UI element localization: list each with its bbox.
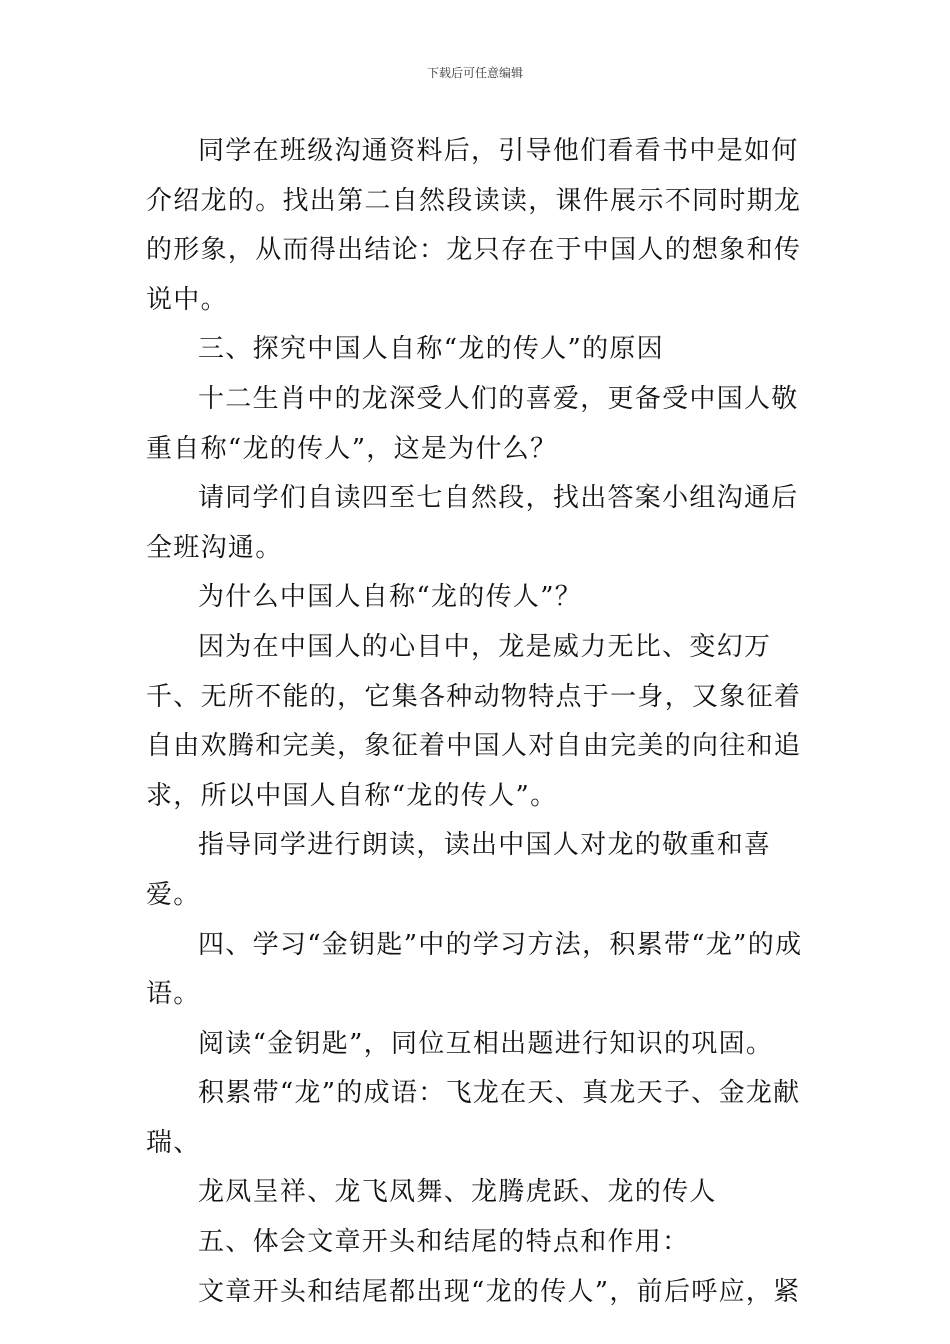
paragraph-answer: 因为在中国人的心目中，龙是威力无比、变幻万千、无所不能的，它集各种动物特点于一身，又象征着自由欢腾和完美，象征着中国人对自由完美的向往和追求，所以中国人自称“龙的传人”。 — [146, 631, 802, 811]
paragraph-why: 为什么中国人自称“龙的传人”？ — [198, 582, 583, 613]
paragraph-golden-key: 阅读“金钥匙”，同位互相出题进行知识的巩固。 — [198, 1028, 774, 1059]
paragraph-1: 同学在班级沟通资料后，引导他们看看书中是如何介绍龙的。找出第二自然段读读，课件展示不同时期龙的形象，从而得出结论：龙只存在于中国人的想象和传说中。 — [146, 136, 802, 315]
paragraph-instruction: 请同学们自读四至七自然段，找出答案小组沟通后全班沟通。 — [146, 483, 799, 563]
paragraph-reading: 指导同学进行朗读，读出中国人对龙的敬重和喜爱。 — [146, 830, 772, 910]
page-header: 下载后可任意编辑 — [426, 66, 523, 80]
paragraph-question: 十二生肖中的龙深受人们的喜爱，更备受中国人敬重自称“龙的传人”，这是为什么？ — [146, 383, 799, 464]
paragraph-idioms-1: 积累带“龙”的成语：飞龙在天、真龙天子、金龙献瑞、 — [146, 1078, 801, 1158]
section-heading-4: 四、学习“金钥匙”中的学习方法，积累带“龙”的成语。 — [146, 929, 803, 1010]
paragraph-structure: 文章开头和结尾都出现“龙的传人”，前后呼应，紧 — [198, 1276, 801, 1307]
paragraph-idioms-2: 龙凤呈祥、龙飞凤舞、龙腾虎跃、龙的传人 — [198, 1177, 717, 1208]
document-body — [146, 127, 808, 1317]
section-heading-3: 三、探究中国人自称“龙的传人”的原因 — [198, 334, 664, 365]
section-heading-5: 五、体会文章开头和结尾的特点和作用： — [198, 1227, 690, 1258]
